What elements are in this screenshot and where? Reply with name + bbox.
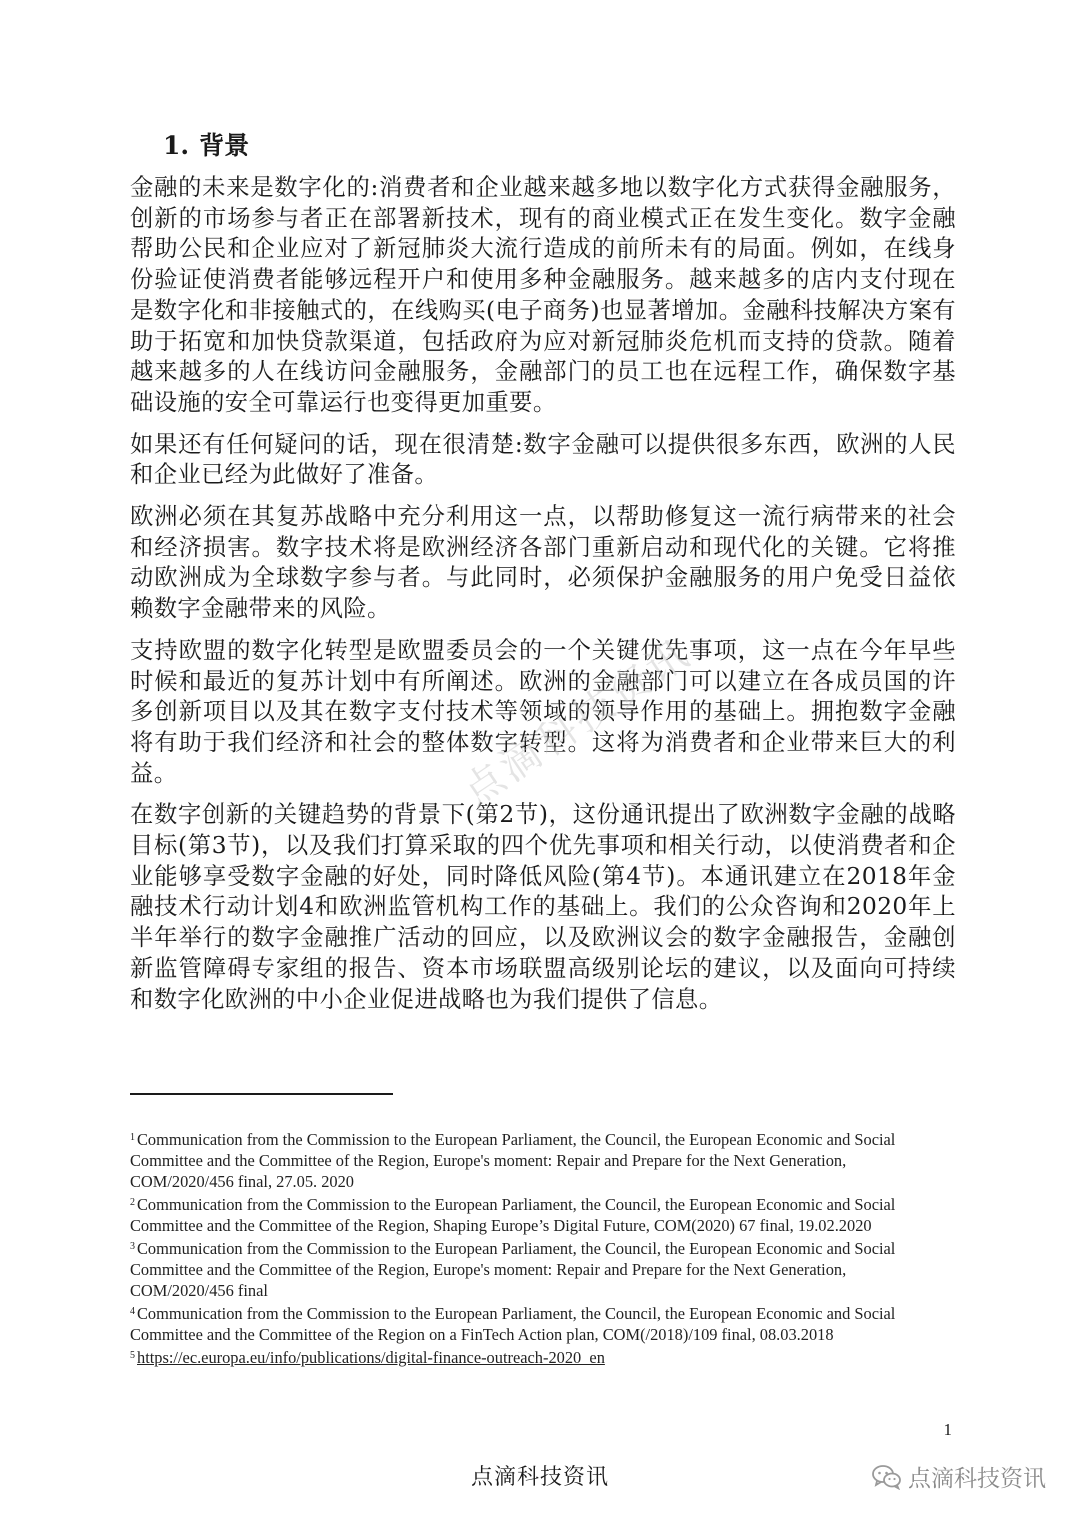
watermark: 点滴科技资讯 <box>455 629 700 816</box>
footnote <box>130 1301 950 1345</box>
footnote-marker: 3 <box>130 1241 135 1252</box>
footnote-marker: 5 <box>130 1350 135 1361</box>
footnote-link[interactable]: https://ec.europa.eu/info/publications/digital-finance-outreach-2020_en <box>137 1348 605 1367</box>
footnote-text: Communication from the Commission to the European Parliament, the Council, the European Economic and Social Committee and the Committee of the Region, Europe's moment: Repair and Prepare for the Next Generation, COM/2020/456 final, 27.05. 2020 <box>130 1130 896 1191</box>
paragraph: 支持欧盟的数字化转型是欧盟委员会的一个关键优先事项，这一点在今年早些时候和最近的复苏计划中有所阐述。欧洲的金融部门可以建立在各成员国的许多创新项目以及其在数字支付技术等领域的领导作用的基础上。拥抱数字金融将有助于我们经济和社会的整体数字转型。这将为消费者和企业带来巨大的利益。 <box>130 636 956 787</box>
footnote <box>130 1345 950 1368</box>
wechat-icon <box>872 1464 902 1490</box>
footnote-text: Communication from the Commission to the European Parliament, the Council, the European Economic and Social Committee and the Committee of the Region, Europe's moment: Repair and Prepare for the Next Generation, COM/2020/456 final <box>130 1239 896 1300</box>
footnote-text: Communication from the Commission to the European Parliament, the Council, the European Economic and Social Committee and the Committee of the Region on a FinTech Action plan, COM(/2018)/109 final, 08.03.2018 <box>130 1304 896 1344</box>
page-footer: 点滴科技资讯 <box>470 1465 609 1490</box>
footnote-marker: 2 <box>130 1197 135 1208</box>
footnotes <box>130 1127 950 1368</box>
paragraph: 如果还有任何疑问的话，现在很清楚:数字金融可以提供很多东西，欧洲的人民和企业已经为此做好了准备。 <box>130 430 956 489</box>
paragraph: 欧洲必须在其复苏战略中充分利用这一点，以帮助修复这一流行病带来的社会和经济损害。数字技术将是欧洲经济各部门重新启动和现代化的关键。它将推动欧洲成为全球数字参与者。与此同时，必须保护金融服务的用户免受日益依赖数字金融带来的风险。 <box>130 503 956 623</box>
body-text <box>130 173 956 1026</box>
footnote-divider <box>130 1093 393 1095</box>
wechat-account-name: 点滴科技资讯 <box>908 1466 1046 1492</box>
footnote-marker: 1 <box>130 1132 135 1143</box>
section-heading <box>163 128 249 164</box>
footnote-text: Communication from the Commission to the European Parliament, the Council, the European Economic and Social Committee and the Committee of the Region, Shaping Europe’s Digital Future, COM(2020) 67 final, 19.02.2020 <box>130 1195 896 1235</box>
page-number: 1 <box>943 1420 952 1439</box>
wechat-account-badge <box>872 1460 1046 1493</box>
section-title: 背景 <box>199 131 250 160</box>
paragraph: 金融的未来是数字化的:消费者和企业越来越多地以数字化方式获得金融服务，创新的市场参与者正在部署新技术，现有的商业模式正在发生变化。数字金融帮助公民和企业应对了新冠肺炎大流行造成的前所未有的局面。例如，在线身份验证使消费者能够远程开户和使用多种金融服务。越来越多的店内支付现在是数字化和非接触式的，在线购买(电子商务)也显著增加。金融科技解决方案有助于拓宽和加快贷款渠道，包括政府为应对新冠肺炎危机而支持的贷款。随着越来越多的人在线访问金融服务，金融部门的员工也在远程工作，确保数字基础设施的安全可靠运行也变得更加重要。 <box>130 174 956 416</box>
footnote <box>130 1127 950 1192</box>
footnote <box>130 1236 950 1301</box>
section-number: 1. <box>163 131 190 160</box>
paragraph: 在数字创新的关键趋势的背景下(第2节)，这份通讯提出了欧洲数字金融的战略目标(第3节)，以及我们打算采取的四个优先事项和相关行动，以使消费者和企业能够享受数字金融的好处，同时降低风险(第4节)。本通讯建立在2018年金融技术行动计划4和欧洲监管机构工作的基础上。我们的公众咨询和2020年上半年举行的数字金融推广活动的回应，以及欧洲议会的数字金融报告，金融创新监管障碍专家组的报告、资本市场联盟高级别论坛的建议，以及面向可持续和数字化欧洲的中小企业促进战略也为我们提供了信息。 <box>130 801 956 1013</box>
footnote <box>130 1192 950 1236</box>
footnote-marker: 4 <box>130 1306 135 1317</box>
